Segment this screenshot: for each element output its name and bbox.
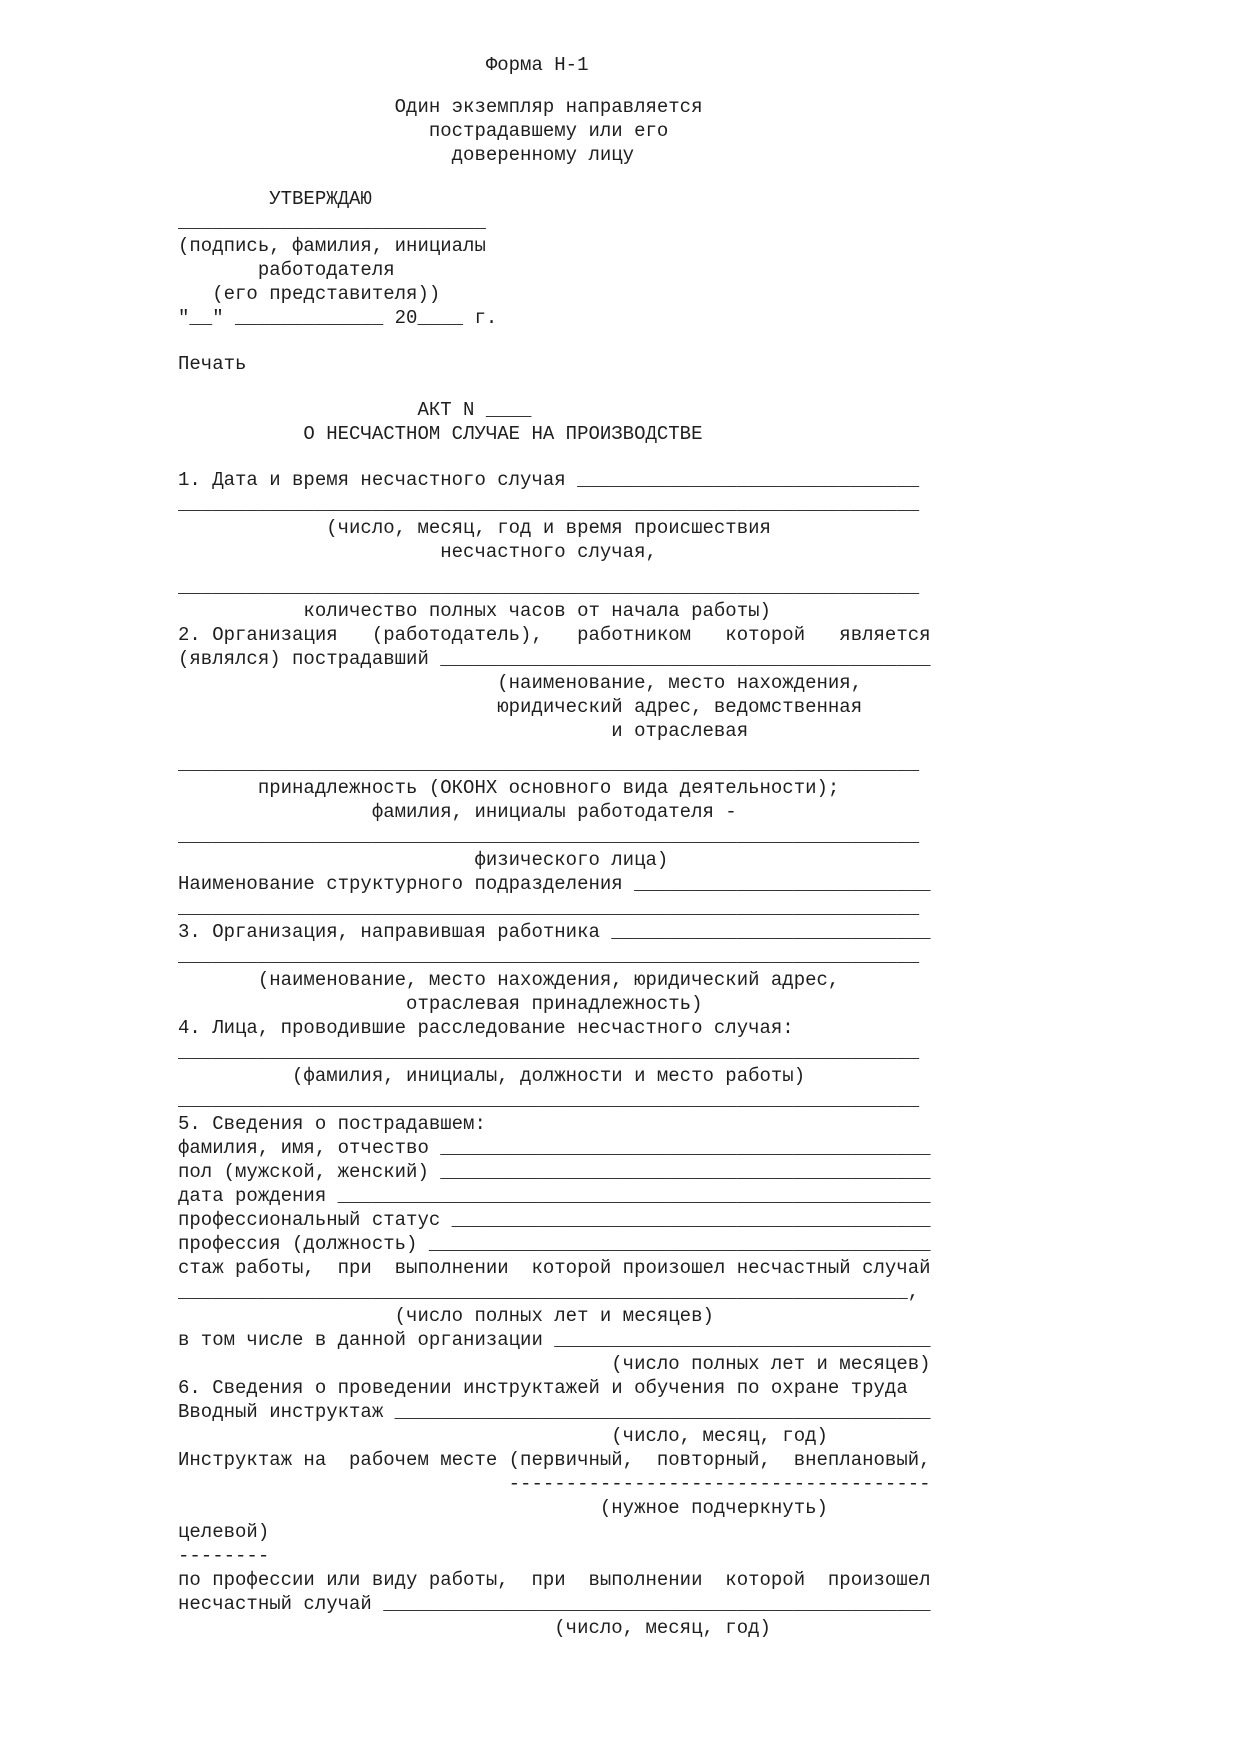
item-3-sending-org: 3. Организация, направившая работника ____________________________	[178, 921, 931, 943]
item-2-organization: 2. Организация (работодатель), работником которой является	[178, 624, 931, 646]
blank-line: _________________________________________________________________	[178, 493, 920, 515]
blank-line: _________________________________________________________________	[178, 945, 920, 967]
stamp-label: Печать	[178, 353, 247, 375]
signature-caption-1: (подпись, фамилия, инициалы	[178, 235, 486, 257]
signature-line: ___________________________	[178, 211, 486, 233]
caption-line: (число полных лет и месяцев)	[178, 1353, 931, 1375]
item-2-victim-line: (являлся) пострадавший ___________________________________________	[178, 648, 931, 670]
approval-date-line: "__" _____________ 20____ г.	[178, 307, 498, 329]
targeted-briefing: целевой)	[178, 1521, 270, 1543]
blank-line: _________________________________________________________________	[178, 1089, 920, 1111]
victim-full-name: фамилия, имя, отчество ___________________________________________	[178, 1137, 931, 1159]
caption-line: (число полных лет и месяцев)	[178, 1305, 714, 1327]
blank-line: _________________________________________________________________	[178, 753, 920, 775]
item-6-safety-training: 6. Сведения о проведении инструктажей и обучения по охране труда	[178, 1377, 908, 1399]
item-5-victim-info: 5. Сведения о пострадавшем:	[178, 1113, 486, 1135]
caption-line: (наименование, место нахождения,	[178, 672, 863, 694]
caption-line: (наименование, место нахождения, юридический адрес,	[178, 969, 840, 991]
victim-birth-date: дата рождения ____________________________________________________	[178, 1185, 931, 1207]
caption-line: несчастного случая,	[178, 541, 657, 563]
victim-profession: профессия (должность) ____________________________________________	[178, 1233, 931, 1255]
caption-line: принадлежность (ОКОНХ основного вида деятельности);	[178, 777, 840, 799]
approval-heading: УТВЕРЖДАЮ	[178, 188, 372, 210]
caption-line: (число, месяц, год)	[178, 1425, 828, 1447]
victim-professional-status: профессиональный статус __________________________________________	[178, 1209, 931, 1231]
victim-sex: пол (мужской, женский) ___________________________________________	[178, 1161, 931, 1183]
form-number: Форма Н-1	[178, 54, 589, 76]
briefing-by-profession: по профессии или виду работы, при выполнении которой произошел	[178, 1569, 931, 1591]
blank-line: _________________________________________________________________	[178, 825, 920, 847]
caption-line: (фамилия, инициалы, должности и место работы)	[178, 1065, 806, 1087]
dashed-underline: --------	[178, 1545, 270, 1567]
caption-line: (число, месяц, год)	[178, 1617, 771, 1639]
act-title: АКТ N ____	[178, 399, 532, 421]
copy-note-line-1: Один экземпляр направляется	[178, 96, 703, 118]
copy-note-line-2: пострадавшему или его	[178, 120, 669, 142]
caption-line: (нужное подчеркнуть)	[178, 1497, 828, 1519]
caption-line: фамилия, инициалы работодателя -	[178, 801, 737, 823]
caption-line: физического лица)	[178, 849, 669, 871]
caption-line: и отраслевая	[178, 720, 749, 742]
blank-line: _________________________________________________________________	[178, 1041, 920, 1063]
victim-work-experience: стаж работы, при выполнении которой произошел несчастный случай	[178, 1257, 931, 1279]
signature-caption-3: (его представителя))	[178, 283, 441, 305]
act-subtitle: О НЕСЧАСТНОМ СЛУЧАЕ НА ПРОИЗВОДСТВЕ	[178, 423, 703, 445]
caption-line: количество полных часов от начала работы)	[178, 600, 771, 622]
signature-caption-2: работодателя	[178, 259, 395, 281]
caption-line: отраслевая принадлежность)	[178, 993, 703, 1015]
item-4-investigators: 4. Лица, проводившие расследование несчастного случая:	[178, 1017, 794, 1039]
induction-briefing: Вводный инструктаж _______________________________________________	[178, 1401, 931, 1423]
copy-note-line-3: доверенному лицу	[178, 144, 635, 166]
blank-line: _________________________________________________________________	[178, 576, 920, 598]
accident-briefing-date: несчастный случай ________________________________________________	[178, 1593, 931, 1615]
workplace-briefing: Инструктаж на рабочем месте (первичный, повторный, внеплановый,	[178, 1449, 931, 1471]
item-1-datetime: 1. Дата и время несчастного случая ______________________________	[178, 469, 920, 491]
blank-line: _________________________________________________________________	[178, 897, 920, 919]
caption-line: (число, месяц, год и время происшествия	[178, 517, 771, 539]
blank-line: ________________________________________________________________,	[178, 1281, 920, 1303]
experience-in-organization: в том числе в данной организации _________________________________	[178, 1329, 931, 1351]
dashed-underline: -------------------------------------	[178, 1473, 931, 1495]
structural-unit-line: Наименование структурного подразделения __________________________	[178, 873, 931, 895]
caption-line: юридический адрес, ведомственная	[178, 696, 863, 718]
